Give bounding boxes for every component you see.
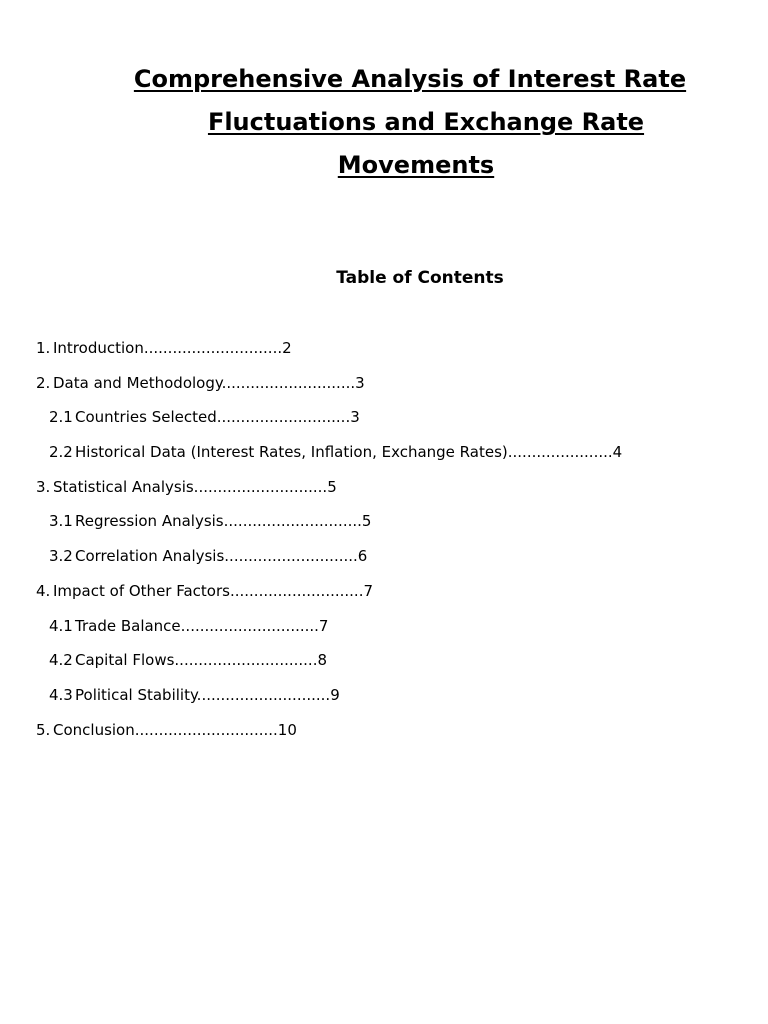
toc-label: Statistical Analysis............................5 — [53, 477, 337, 496]
toc-number: 3. — [36, 477, 51, 496]
toc-number: 2.2 — [49, 443, 73, 462]
toc-entry-correlation-analysis[interactable] — [36, 544, 736, 579]
toc-number: 3.2 — [49, 547, 73, 566]
toc-label: Political Stability............................9 — [75, 685, 340, 704]
toc-number: 4.3 — [49, 685, 73, 704]
toc-label: Conclusion..............................10 — [53, 720, 297, 739]
toc-label: Historical Data (Interest Rates, Inflation, Exchange Rates)......................4 — [75, 443, 623, 462]
toc-entry-trade-balance[interactable] — [36, 614, 736, 649]
toc-label: Correlation Analysis............................6 — [75, 547, 368, 566]
toc-entry-countries-selected[interactable] — [36, 405, 736, 440]
toc-number: 3.1 — [49, 512, 73, 531]
toc-label: Countries Selected............................3 — [75, 408, 360, 427]
toc-number: 1. — [36, 339, 51, 357]
toc-label: Trade Balance.............................7 — [75, 616, 329, 635]
title-line-1: Comprehensive Analysis of Interest Rate — [133, 65, 687, 93]
toc-label: Regression Analysis.............................5 — [75, 512, 372, 531]
toc-label: Impact of Other Factors............................7 — [53, 581, 374, 600]
toc-entry-historical-data[interactable] — [36, 440, 736, 475]
toc-entry-political-stability[interactable] — [36, 683, 736, 718]
table-of-contents — [36, 336, 736, 752]
toc-number: 2. — [36, 373, 51, 392]
toc-entry-introduction[interactable] — [36, 336, 736, 371]
toc-label: Data and Methodology............................3 — [53, 373, 365, 392]
document-title — [60, 58, 760, 187]
toc-label: Introduction.............................2 — [53, 339, 292, 357]
title-line-3: Movements — [337, 151, 495, 179]
toc-entry-data-and-methodology[interactable] — [36, 371, 736, 406]
toc-entry-impact-of-other-factors[interactable] — [36, 579, 736, 614]
toc-entry-capital-flows[interactable] — [36, 648, 736, 683]
toc-number: 4. — [36, 581, 51, 600]
toc-entry-conclusion[interactable] — [36, 718, 736, 753]
toc-entry-statistical-analysis[interactable] — [36, 475, 736, 510]
toc-label: Capital Flows..............................8 — [75, 651, 328, 670]
toc-number: 2.1 — [49, 408, 73, 427]
toc-number: 5. — [36, 720, 51, 739]
title-line-2: Fluctuations and Exchange Rate — [207, 108, 645, 136]
toc-entry-regression-analysis[interactable] — [36, 509, 736, 544]
toc-number: 4.1 — [49, 616, 73, 635]
toc-number: 4.2 — [49, 651, 73, 670]
toc-heading: Table of Contents — [336, 268, 504, 288]
